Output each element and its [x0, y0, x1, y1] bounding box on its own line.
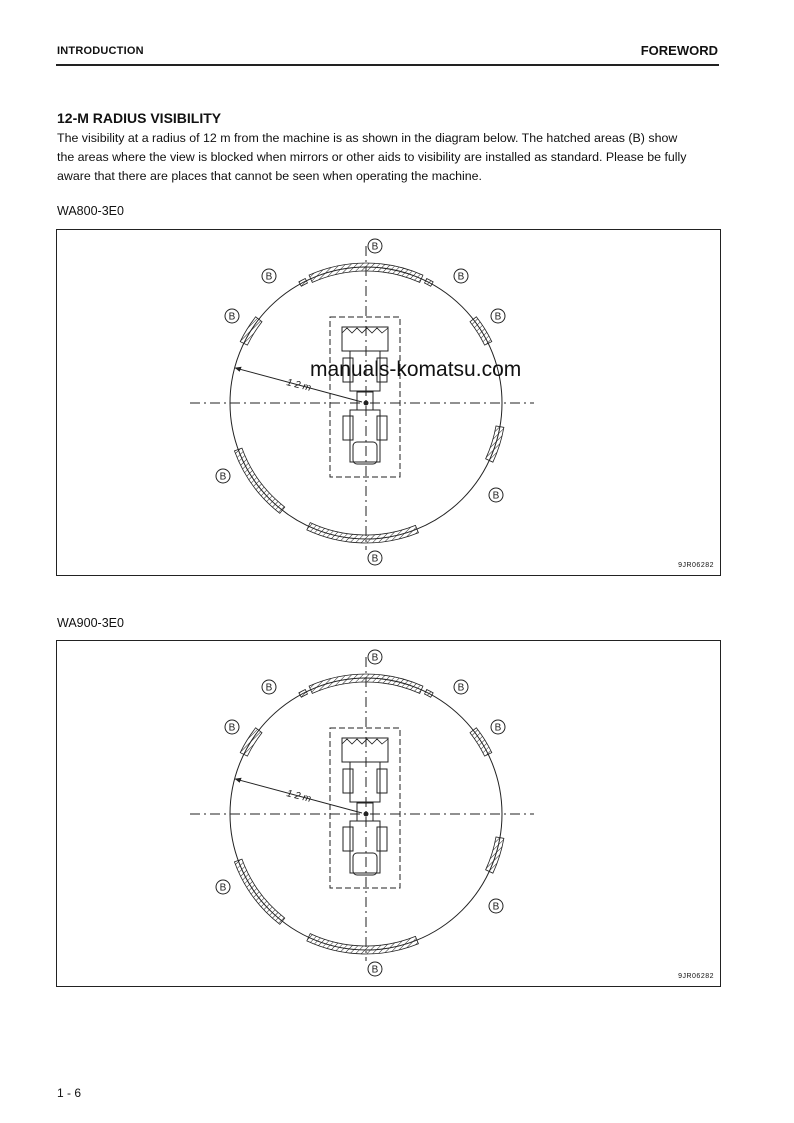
bucket-teeth: [342, 739, 388, 744]
blocked-area-5: [470, 728, 492, 756]
marker-b-1: [368, 650, 382, 664]
section-body: [57, 129, 727, 186]
operator-position: [364, 812, 369, 817]
operator-position: [364, 401, 369, 406]
radius-label: 1 2 m: [285, 377, 313, 394]
svg-text:B: B: [494, 722, 502, 734]
blocked-area-4: [240, 317, 262, 345]
svg-text:B: B: [492, 490, 500, 502]
header-section-label: INTRODUCTION: [57, 45, 144, 57]
svg-text:B: B: [457, 682, 465, 694]
marker-b-4: [225, 309, 239, 323]
header-rule: [56, 64, 719, 66]
svg-text:B: B: [265, 682, 273, 694]
front-wheel-left: [343, 769, 353, 793]
blocked-area-3: [425, 279, 434, 287]
machine-outline-dashed: [330, 317, 400, 477]
marker-b-6: [216, 880, 230, 894]
marker-b-7: [489, 899, 503, 913]
section-title: 12-M RADIUS VISIBILITY: [57, 110, 222, 126]
radius-label: 1 2 m: [285, 788, 313, 805]
counterweight: [353, 853, 377, 875]
machine-top-view: [330, 728, 400, 888]
svg-text:B: B: [219, 471, 227, 483]
blocked-area-7: [307, 523, 419, 543]
machine-outline-dashed: [330, 728, 400, 888]
blocked-area-2: [299, 279, 308, 287]
front-frame: [350, 762, 380, 802]
figure-2-visibility-diagram: [56, 640, 721, 987]
svg-text:B: B: [371, 553, 379, 565]
marker-b-4: [225, 720, 239, 734]
rear-wheel-right: [377, 827, 387, 851]
svg-text:B: B: [371, 964, 379, 976]
marker-b-8: [368, 551, 382, 565]
marker-b-3: [454, 269, 468, 283]
rear-wheel-left: [343, 416, 353, 440]
watermark: manuals-komatsu.com: [310, 358, 522, 381]
blocked-area-5: [470, 317, 492, 345]
blocked-area-6: [234, 859, 284, 924]
rear-wheel-right: [377, 416, 387, 440]
body-line-2: the areas where the view is blocked when mirrors or other aids to visibility are installed as standard. Please be fully: [57, 150, 687, 164]
svg-text:B: B: [371, 652, 379, 664]
svg-text:B: B: [265, 271, 273, 283]
marker-b-3: [454, 680, 468, 694]
marker-b-2: [262, 269, 276, 283]
blocked-area-7: [307, 934, 419, 954]
blocked-area-8: [486, 837, 504, 873]
radius-arrowhead: [235, 367, 242, 372]
radius-arrowhead: [235, 778, 242, 783]
blocked-area-4: [240, 728, 262, 756]
page-number: 1 - 6: [57, 1086, 82, 1100]
machine-top-view: [330, 317, 400, 477]
figure-1-code: 9JR06282: [678, 562, 714, 569]
rear-frame: [350, 821, 380, 873]
figure-1-visibility-diagram: [56, 229, 721, 576]
header-chapter-label: FOREWORD: [640, 43, 718, 58]
rear-wheel-left: [343, 827, 353, 851]
bucket-teeth: [342, 328, 388, 333]
svg-text:B: B: [457, 271, 465, 283]
marker-b-7: [489, 488, 503, 502]
marker-b-2: [262, 680, 276, 694]
marker-b-5: [491, 309, 505, 323]
blocked-area-8: [486, 426, 504, 462]
figure-2-code: 9JR06282: [678, 973, 714, 980]
marker-b-6: [216, 469, 230, 483]
marker-b-1: [368, 239, 382, 253]
counterweight: [353, 442, 377, 464]
body-line-1: The visibility at a radius of 12 m from the machine is as shown in the diagram below. The hatched areas (B) show: [57, 131, 678, 145]
figure-1-drawing: [57, 230, 720, 575]
bucket: [342, 327, 388, 351]
marker-b-5: [491, 720, 505, 734]
bucket: [342, 738, 388, 762]
rear-frame: [350, 410, 380, 462]
blocked-area-2: [299, 690, 308, 698]
svg-text:B: B: [492, 901, 500, 913]
figure-1-model-label: WA800-3E0: [57, 204, 124, 218]
svg-text:B: B: [219, 882, 227, 894]
svg-text:B: B: [494, 311, 502, 323]
figure-2-drawing: [57, 641, 720, 986]
svg-text:B: B: [371, 241, 379, 253]
blocked-area-6: [234, 448, 284, 513]
svg-text:B: B: [228, 311, 236, 323]
blocked-area-3: [425, 690, 434, 698]
figure-2-model-label: WA900-3E0: [57, 616, 124, 630]
svg-text:B: B: [228, 722, 236, 734]
front-wheel-right: [377, 769, 387, 793]
marker-b-8: [368, 962, 382, 976]
body-line-3: aware that there are places that cannot be seen when operating the machine.: [57, 169, 483, 183]
